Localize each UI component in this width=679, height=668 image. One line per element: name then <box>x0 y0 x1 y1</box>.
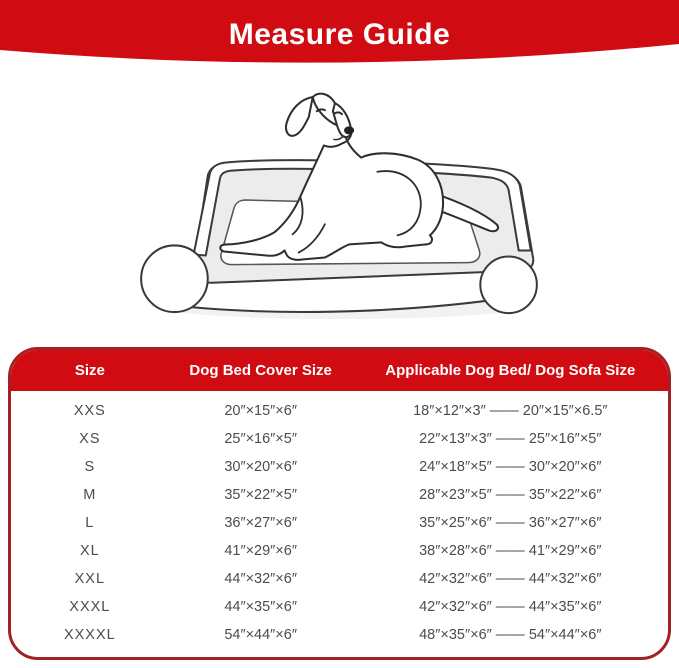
left-bolster-end <box>141 245 208 312</box>
applicable-size-value: 24″×18″×5″ —— 30″×20″×6″ <box>419 459 602 475</box>
cover-size-value: 44″×35″×6″ <box>224 599 297 615</box>
size-label: XL <box>79 543 100 559</box>
column-header-cover-size: Dog Bed Cover Size <box>189 362 332 379</box>
column-header-applicable-size: Applicable Dog Bed/ Dog Sofa Size <box>385 362 636 379</box>
applicable-size-value: 28″×23″×5″ —— 35″×22″×6″ <box>419 487 602 503</box>
dog-nose <box>344 126 354 134</box>
cover-size-value: 54″×44″×6″ <box>224 627 297 643</box>
applicable-size-value: 22″×13″×3″ —— 25″×16″×5″ <box>419 431 602 447</box>
dog-mouth <box>334 136 343 139</box>
size-table <box>8 347 671 660</box>
size-table-body <box>11 391 668 657</box>
applicable-size-value: 42″×32″×6″ —— 44″×35″×6″ <box>419 599 602 615</box>
dog-far-ear-icon <box>286 97 313 136</box>
table-row <box>11 481 668 509</box>
column-header-size: Size <box>74 362 105 379</box>
size-table-header <box>11 350 668 391</box>
table-row <box>11 453 668 481</box>
size-label: L <box>85 515 95 531</box>
cover-size-value: 20″×15″×6″ <box>224 403 297 419</box>
size-label: XS <box>79 431 101 447</box>
page-title: Measure Guide <box>228 18 451 51</box>
applicable-size-value: 38″×28″×6″ —— 41″×29″×6″ <box>419 543 602 559</box>
applicable-size-value: 18″×12″×3″ —— 20″×15″×6.5″ <box>413 403 608 419</box>
dog-bed-illustration <box>127 72 551 326</box>
cover-size-value: 35″×22″×5″ <box>224 487 297 503</box>
table-row <box>11 537 668 565</box>
header-banner <box>0 0 679 70</box>
cover-size-value: 30″×20″×6″ <box>224 459 297 475</box>
table-row <box>11 593 668 621</box>
table-row <box>11 565 668 593</box>
cover-size-value: 25″×16″×5″ <box>224 431 297 447</box>
cover-size-value: 41″×29″×6″ <box>224 543 297 559</box>
cover-size-value: 44″×32″×6″ <box>224 571 297 587</box>
applicable-size-value: 35″×25″×6″ —— 36″×27″×6″ <box>419 515 602 531</box>
size-label: XXS <box>73 403 106 419</box>
table-row <box>11 397 668 425</box>
table-row <box>11 509 668 537</box>
table-row <box>11 621 668 649</box>
size-label: XXXL <box>69 599 111 615</box>
size-label: XXXXL <box>63 627 116 643</box>
applicable-size-value: 48″×35″×6″ —— 54″×44″×6″ <box>419 627 602 643</box>
cover-size-value: 36″×27″×6″ <box>224 515 297 531</box>
size-label: S <box>84 459 96 475</box>
right-bolster-end <box>480 257 537 314</box>
applicable-size-value: 42″×32″×6″ —— 44″×32″×6″ <box>419 571 602 587</box>
table-row <box>11 425 668 453</box>
size-label: M <box>83 487 97 503</box>
size-label: XXL <box>74 571 106 587</box>
